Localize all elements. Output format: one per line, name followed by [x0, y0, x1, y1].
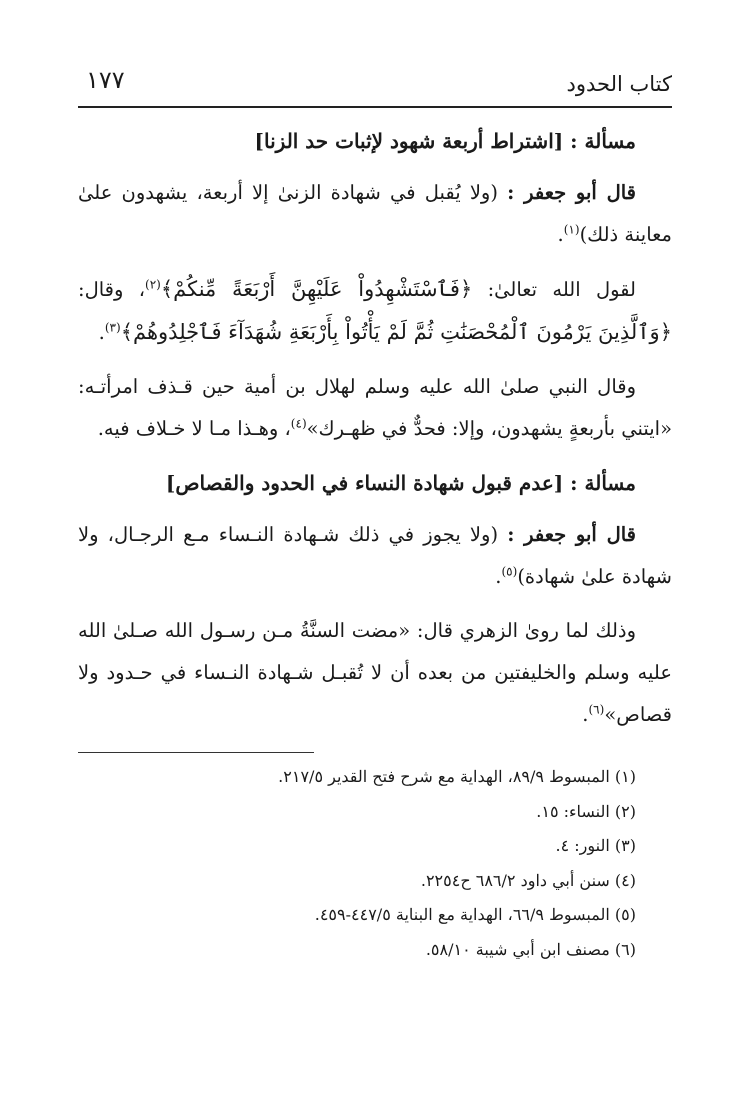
paragraph-zuhri: [78, 610, 672, 736]
section-heading-1: مسألة : [اشتراط أربعة شهود لإثبات حد الزنا]: [254, 129, 636, 153]
footnote-2: (٢) النساء: ١٥.: [536, 801, 636, 821]
paragraph-hadith-hilal: [78, 366, 672, 450]
footnotes: [78, 760, 672, 967]
speaker-label: قال أبو جعفر :: [507, 523, 637, 546]
page-header: [78, 64, 672, 104]
hadith-text: وقال النبي صلىٰ الله عليه وسلم لهلال بن أمية حين قـذف امرأتـه: «ايتني بأربعةٍ يشهدون، وإلا: فحدٌّ في ظهـرك»: [78, 375, 672, 440]
quoted-text: (ولا يجوز في ذلك شـهادة النـساء مـع الرجـال، ولا شهادة علىٰ شهادة): [78, 523, 672, 588]
footnote-ref-4: (٤): [290, 416, 307, 431]
mid-text: ، وقال:: [78, 278, 145, 301]
narration-text: وذلك لما روىٰ الزهري قال: «مضت السنَّةُ مـن رسـول الله صـلىٰ الله عليه وسلم والخليفتين من بعده أن لا تُقبـل شـهادة النـساء في حـدود ولا قصاص»: [78, 619, 672, 726]
end-text: .: [582, 703, 589, 726]
footnote-rule: [78, 752, 314, 753]
footnote-ref-2: (٢): [145, 277, 161, 292]
running-title: كتاب الحدود: [566, 72, 672, 96]
quran-verse-1: ﴿فَٱسْتَشْهِدُواْ عَلَيْهِنَّ أَرْبَعَةً مِّنكُمْ﴾: [160, 277, 473, 301]
footnote-6: (٦) مصنف ابن أبي شيبة ٥٨/١٠.: [425, 939, 636, 959]
footnote-5: (٥) المبسوط ٦٦/٩، الهداية مع البناية ٤٤٧/٥-٤٥٩.: [314, 905, 636, 924]
footnote-ref-3: (٣): [104, 320, 121, 335]
speaker-label: قال أبو جعفر :: [507, 181, 636, 204]
quoted-text: (ولا يُقبل في شهادة الزنىٰ إلا أربعة، يشهدون علىٰ معاينة ذلك): [78, 181, 672, 246]
end-text: ، وهـذا مـا لا خـلاف فيه.: [97, 417, 291, 440]
paragraph-quran-evidence: [78, 268, 672, 354]
quran-verse-2: ﴿وَٱلَّذِينَ يَرْمُونَ ٱلْمُحْصَنَٰتِ ثُمَّ لَمْ يَأْتُواْ بِأَرْبَعَةِ شُهَدَآءَ فَٱجْلِدُوهُمْ﴾: [120, 320, 672, 344]
page-body: [78, 120, 672, 748]
section-heading-2: مسألة : [عدم قبول شهادة النساء في الحدود والقصاص]: [165, 471, 636, 495]
paragraph-abu-jafar-1: [78, 172, 672, 256]
footnote-3: (٣) النور: ٤.: [555, 836, 636, 855]
paragraph-abu-jafar-2: [78, 514, 672, 598]
footnote-1: (١) المبسوط ٨٩/٩، الهداية مع شرح فتح القدير ٢١٧/٥.: [278, 767, 636, 786]
footnote-ref-6: (٦): [588, 702, 605, 717]
intro-text: لقول الله تعالىٰ:: [487, 278, 636, 301]
period: .: [495, 565, 502, 588]
book-page: [78, 0, 672, 1099]
footnote-4: (٤) سنن أبي داود ٦٨٦/٢ ح٢٢٥٤.: [420, 870, 636, 890]
period: .: [557, 223, 564, 246]
footnote-ref-1: (١): [563, 222, 580, 237]
header-rule: [78, 106, 672, 108]
end-text: .: [98, 321, 105, 344]
footnote-ref-5: (٥): [501, 564, 518, 579]
page-number: ١٧٧: [86, 66, 125, 94]
